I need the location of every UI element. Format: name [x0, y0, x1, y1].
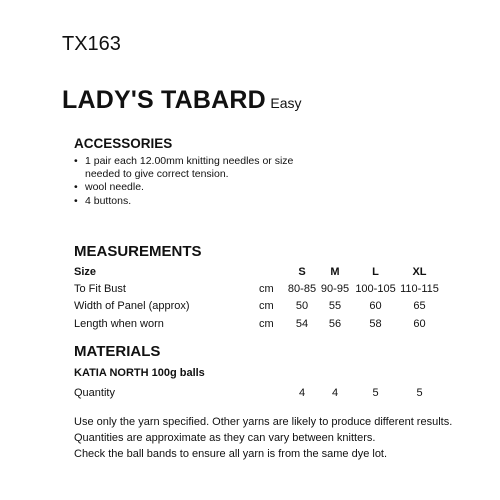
- accessories-heading: ACCESSORIES: [74, 136, 173, 151]
- quantity-m: 4: [331, 387, 339, 399]
- row-unit: cm: [259, 318, 274, 330]
- value-xl: 60: [413, 318, 426, 330]
- bullet-icon: •: [74, 181, 78, 194]
- size-label: Size: [74, 266, 97, 278]
- bullet-icon: •: [74, 155, 78, 167]
- value-m: 56: [328, 318, 342, 330]
- quantity-s: 4: [298, 387, 306, 399]
- accessories-list: [74, 155, 324, 208]
- yarn-name: KATIA NORTH 100g balls: [74, 367, 205, 379]
- value-xl: 65: [413, 300, 426, 312]
- value-s: 80-85: [287, 283, 317, 295]
- value-m: 90-95: [320, 283, 350, 295]
- value-l: 60: [369, 300, 382, 312]
- list-item: [74, 181, 324, 194]
- note-line: Use only the yarn specified. Other yarns are likely to produce different results.: [74, 416, 453, 428]
- quantity-l: 5: [372, 387, 379, 399]
- table-row: [0, 300, 500, 316]
- note-line: Quantities are approximate as they can vary between knitters.: [74, 432, 376, 444]
- value-s: 54: [295, 318, 309, 330]
- title-text: LADY'S TABARD: [62, 86, 266, 114]
- quantity-xl: 5: [416, 387, 423, 399]
- pattern-title: [62, 86, 301, 115]
- row-label: To Fit Bust: [74, 283, 126, 295]
- size-m: M: [330, 266, 340, 278]
- value-l: 100-105: [355, 283, 396, 295]
- value-m: 55: [328, 300, 342, 312]
- size-s: S: [298, 266, 306, 278]
- row-unit: cm: [259, 283, 274, 295]
- value-s: 50: [295, 300, 309, 312]
- list-item: [74, 155, 324, 181]
- size-xl: XL: [412, 266, 427, 278]
- accessory-text: wool needle.: [85, 181, 144, 194]
- size-header-row: [0, 266, 500, 282]
- value-l: 58: [369, 318, 382, 330]
- size-l: L: [372, 266, 379, 278]
- row-label: Width of Panel (approx): [74, 300, 190, 312]
- value-xl: 110-115: [400, 283, 439, 295]
- measurements-heading: MEASUREMENTS: [74, 243, 202, 260]
- bullet-icon: •: [74, 194, 78, 207]
- materials-heading: MATERIALS: [74, 343, 161, 360]
- quantity-label: Quantity: [74, 387, 115, 399]
- pattern-code: TX163: [62, 33, 121, 55]
- row-label: Length when worn: [74, 318, 164, 330]
- note-line: Check the ball bands to ensure all yarn is from the same dye lot.: [74, 448, 388, 460]
- difficulty-label: Easy: [270, 95, 302, 111]
- accessory-text: 4 buttons.: [85, 194, 132, 207]
- accessory-text: 1 pair each 12.00mm knitting needles or size needed to give correct tension.: [85, 155, 294, 181]
- row-unit: cm: [259, 300, 274, 312]
- quantity-row: [0, 387, 500, 403]
- table-row: [0, 318, 500, 334]
- table-row: [0, 283, 500, 299]
- yarn-notes: [74, 414, 494, 462]
- list-item: [74, 195, 324, 208]
